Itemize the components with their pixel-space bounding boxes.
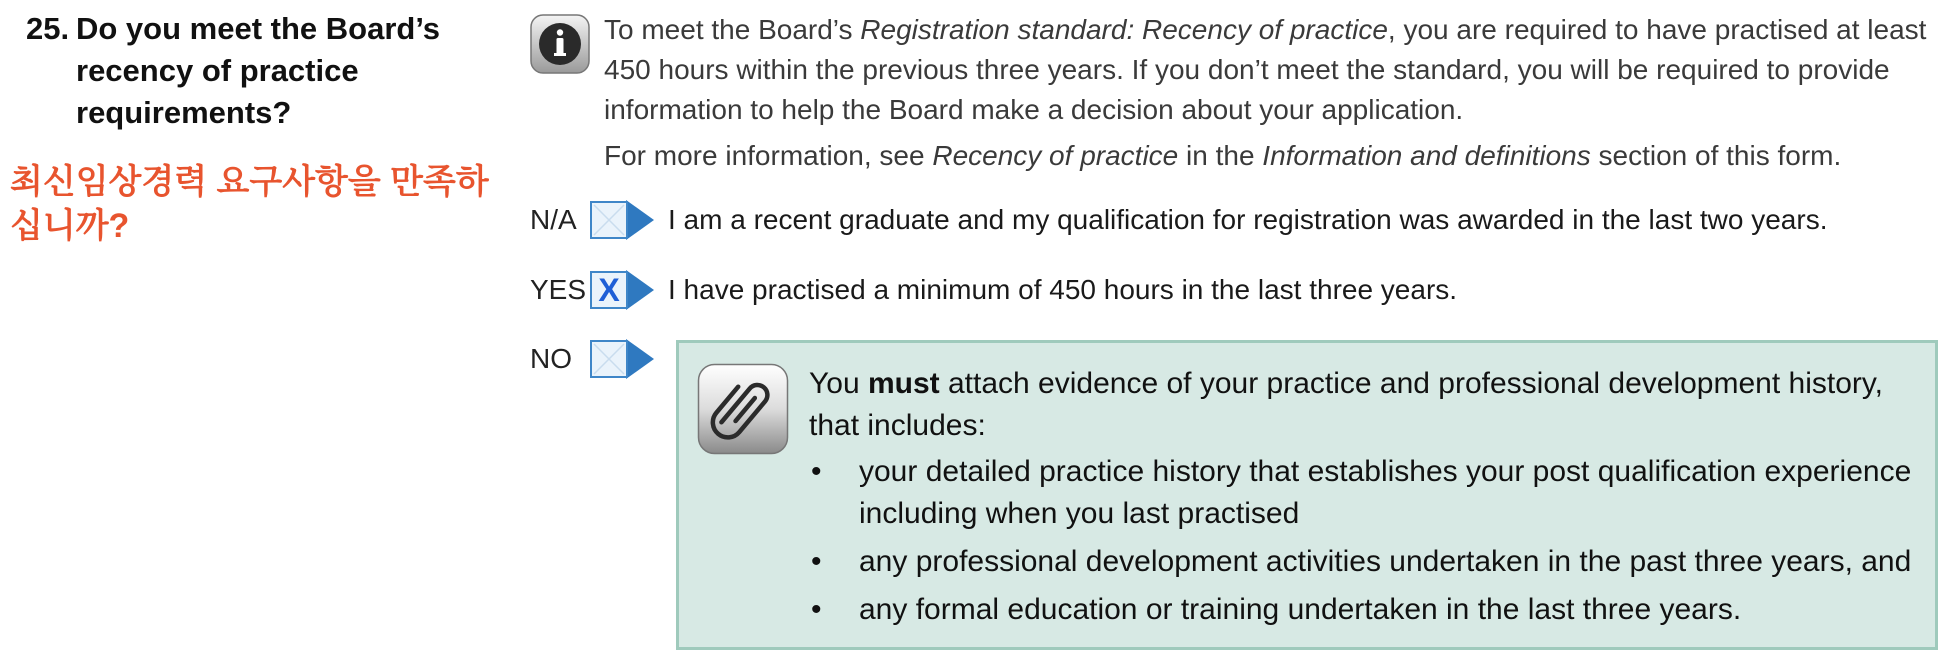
paperclip-icon — [697, 363, 789, 455]
info-paragraph — [604, 10, 1934, 130]
info-icon — [530, 14, 590, 74]
checkbox-yes[interactable] — [590, 271, 628, 309]
info-more-paragraph — [604, 136, 1934, 176]
arrow-right-icon — [626, 270, 654, 310]
info-text — [604, 10, 1934, 176]
info-standard-name: Registration standard: Recency of practice — [860, 14, 1388, 45]
arrow-right-icon — [626, 200, 654, 240]
option-na — [530, 198, 1827, 242]
info-text-run: To meet the Board’s — [604, 14, 861, 45]
info-text-run: For more information, see — [604, 140, 933, 171]
option-yes — [530, 268, 1457, 312]
arrow-right-icon — [626, 339, 654, 379]
attachment-bullet-list — [809, 451, 1919, 631]
attachment-text-run: attach evidence of your practice and professional development history, that includes: — [809, 367, 1883, 442]
option-label: YES — [530, 274, 587, 305]
checkbox-na[interactable] — [590, 201, 628, 239]
option-label: N/A — [530, 204, 577, 235]
attachment-text-run: You — [809, 367, 868, 400]
option-no — [530, 337, 654, 381]
attachment-box — [676, 340, 1938, 650]
info-text-run: , you are required to have practised at least 450 hours within the previous three years. If you don’t meet the standard, you will be required to provide information to help the Board make a decision about your application. — [604, 14, 1927, 125]
list-item: • any formal education or training undertaken in the last three years. — [859, 589, 1919, 631]
info-reference-1: Recency of practice — [932, 140, 1179, 171]
info-reference-2: Information and definitions — [1262, 140, 1591, 171]
list-item: • any professional development activities undertaken in the past three years, and — [859, 541, 1919, 583]
checkbox-no[interactable] — [590, 340, 628, 378]
question-block — [26, 8, 496, 134]
question-title — [26, 8, 496, 134]
attachment-emphasis: must — [867, 367, 940, 400]
question-number: 25. — [26, 11, 70, 46]
list-item: • your detailed practice history that establishes your post qualification experience including when you last practised — [859, 451, 1919, 535]
option-label: NO — [530, 343, 572, 374]
option-text: I have practised a minimum of 450 hours in the last three years. — [668, 274, 1458, 305]
info-text-run: section of this form. — [1590, 140, 1842, 171]
check-mark: X — [598, 272, 620, 308]
attachment-intro — [809, 363, 1919, 447]
info-text-run: in the — [1178, 140, 1263, 171]
question-text: Do you meet the Board’s recency of practice requirements? — [76, 11, 441, 130]
attachment-text — [809, 363, 1919, 637]
option-text: I am a recent graduate and my qualification for registration was awarded in the last two years. — [668, 204, 1828, 235]
question-korean: 최신임상경력 요구사항을 만족하십니까? — [10, 163, 489, 245]
